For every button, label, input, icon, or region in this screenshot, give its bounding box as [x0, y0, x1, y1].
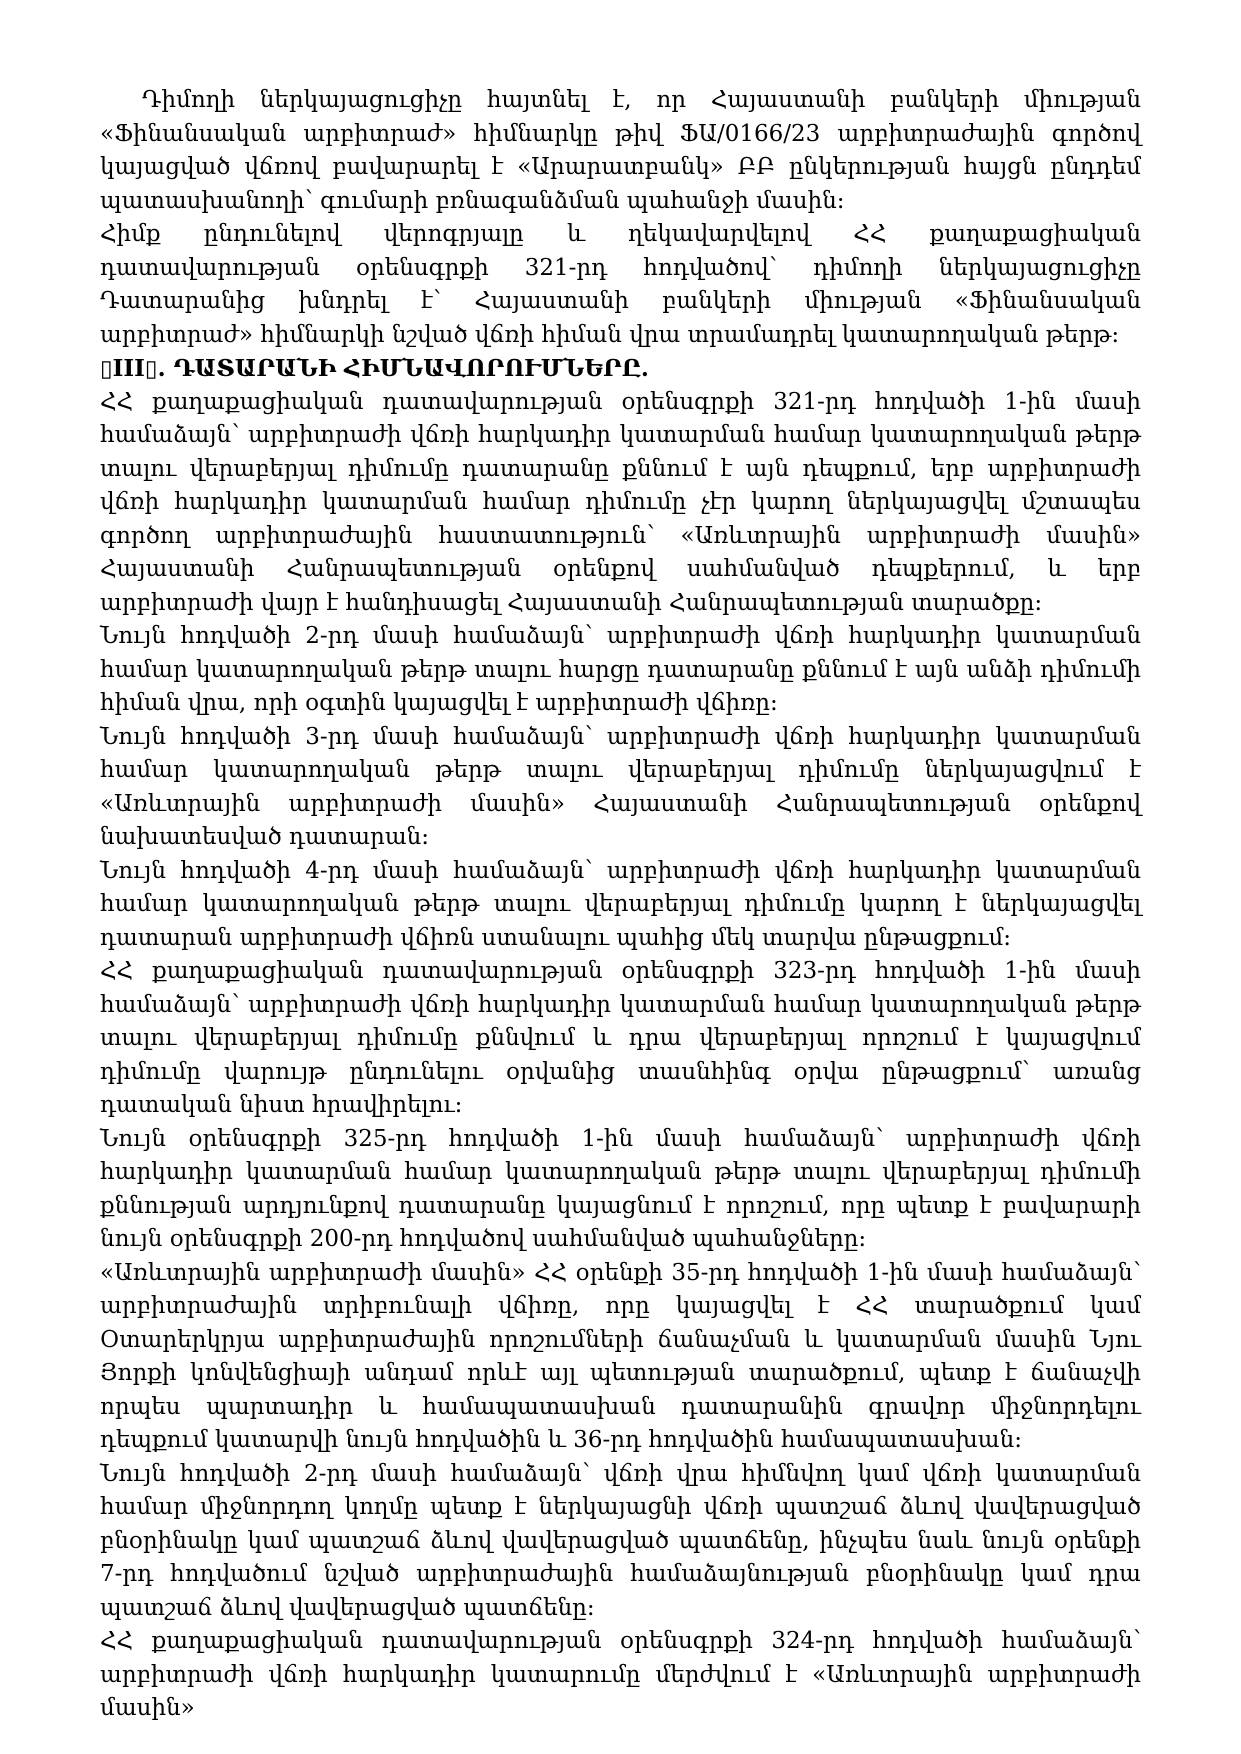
paragraph-article-321-part-4: Նույն հոդվածի 4-րդ մասի համաձայն՝ արբիտրաժի վճռի հարկադիր կատարման համար կատարողական թերթ տալու վերաբերյալ դիմումը կարող է ներկայացվել դատարան արբիտրաժի վճիռն ստանալու պահից մեկ տարվա ընթացքում։	[100, 857, 1141, 951]
paragraph-court-request: Հիմք ընդունելով վերոգրյալը և ղեկավարվելով ՀՀ քաղաքացիական դատավարության օրենսգրքի 321-րդ հոդվածով՝ դիմողի ներկայացուցիչը Դատարանից խնդրել է՝ Հայաստանի բանկերի միության «Ֆինանսական արբիտրաժ» հիմնարկի նշված վճռի հիման վրա տրամադրել կատարողական թերթ։	[100, 221, 1141, 348]
paragraph-law-article-35-part-2: Նույն հոդվածի 2-րդ մասի համաձայն՝ վճռի վրա հիմնվող կամ վճռի կատարման համար միջնորդող կողմը պետք է ներկայացնի վճռի պատշաճ ձևով վավերացված բնօրինակը կամ պատշաճ ձևով վավերացված պատճենը, ինչպես նաև նույն օրենքի 7-րդ հոդվածում նշված արբիտրաժային համաձայնության բնօրինակը կամ դրա պատշաճ ձևով վավերացված պատճենը։	[100, 1460, 1141, 1621]
paragraph-article-324: ՀՀ քաղաքացիական դատավարության օրենսգրքի 324-րդ հոդվածի համաձայն՝ արբիտրաժի վճռի հարկադիր կատարումը մերժվում է «Առևտրային արբիտրաժի մասին»	[100, 1628, 1141, 1721]
paragraph-article-323-part-1: ՀՀ քաղաքացիական դատավարության օրենսգրքի 323-րդ հոդվածի 1-ին մասի համաձայն՝ արբիտրաժի վճռի հարկադիր կատարման համար կատարողական թերթ տալու վերաբերյալ դիմումը քննվում և դրա վերաբերյալ որոշում է կայացվում դիմումը վարույթ ընդունելու օրվանից տասնհինգ օրվա ընթացքում՝ առանց դատական նիստ հրավիրելու։	[100, 958, 1141, 1118]
paragraph-article-325-part-1: Նույն օրենսգրքի 325-րդ հոդվածի 1-ին մասի համաձայն՝ արբիտրաժի վճռի հարկադիր կատարման համար կատարողական թերթ տալու վերաբերյալ դիմումի քննության արդյունքով դատարանը կայացնում է որոշում, որը պետք է բավարարի նույն օրենսգրքի 200-րդ հոդվածով սահմանված պահանջները։	[100, 1125, 1141, 1252]
paragraph-article-321-part-3: Նույն հոդվածի 3-րդ մասի համաձայն՝ արբիտրաժի վճռի հարկադիր կատարման համար կատարողական թերթ տալու վերաբերյալ դիմումը ներկայացվում է «Առևտրային արբիտրաժի մասին» Հայաստանի Հանրապետության օրենքով նախատեսված դատարան։	[100, 723, 1141, 850]
paragraph-article-321-part-2: Նույն հոդվածի 2-րդ մասի համաձայն՝ արբիտրաժի վճռի հարկադիր կատարման համար կատարողական թերթ տալու հարցը դատարանը քննում է այն անձի դիմումի հիման վրա, որի օգտին կայացվել է արբիտրաժի վճիռը։	[100, 623, 1141, 716]
section-heading: ▯III▯. ԴԱՏԱՐԱՆԻ ՀԻՄՆԱՎՈՐՈՒՄՆԵՐԸ.	[100, 355, 649, 382]
paragraph-law-article-35-part-1: «Առևտրային արբիտրաժի մասին» ՀՀ օրենքի 35-րդ հոդվածի 1-ին մասի համաձայն՝ արբիտրաժային տրիբունալի վճիռը, որը կայացվել է ՀՀ տարածքում կամ Օտարերկրյա արբիտրաժային որոշումների ճանաչման և կատարման մասին Նյու Յորքի կոնվենցիայի անդամ որևէ այլ պետության տարածքում, պետք է ճանաչվի որպես պարտադիր և համապատասխան դատարանին գրավոր միջնորդելու դեպքում կատարվի նույն հոդվածին և 36-րդ հոդվածին համապատասխան։	[100, 1259, 1141, 1453]
paragraph-article-321-part-1: ՀՀ քաղաքացիական դատավարության օրենսգրքի 321-րդ հոդվածի 1-ին մասի համաձայն՝ արբիտրաժի վճռի հարկադիր կատարման համար կատարողական թերթ տալու վերաբերյալ դիմումը դատարանը քննում է այն դեպքում, երբ արբիտրաժի վճռի հարկադիր կատարման համար դիմումը չէր կարող ներկայացվել մշտապես գործող արբիտրաժային հաստատություն՝ «Առևտրային արբիտրաժի մասին» Հայաստանի Հանրապետության օրենքով սահմանված դեպքերում, և երբ արբիտրաժի վայր է հանդիսացել Հայաստանի Հանրապետության տարածքը։	[100, 388, 1141, 616]
paragraph-claim-summary: Դիմողի ներկայացուցիչը հայտնել է, որ Հայաստանի բանկերի միության «Ֆինանսական արբիտրաժ» հիմնարկը թիվ ՖԱ/0166/23 արբիտրաժային գործով կայացված վճռով բավարարել է «Արարատբանկ» ԲԲ ընկերության հայցն ընդդեմ պատասխանողի՝ գումարի բռնագանձման պահանջի մասին։	[100, 87, 1141, 214]
